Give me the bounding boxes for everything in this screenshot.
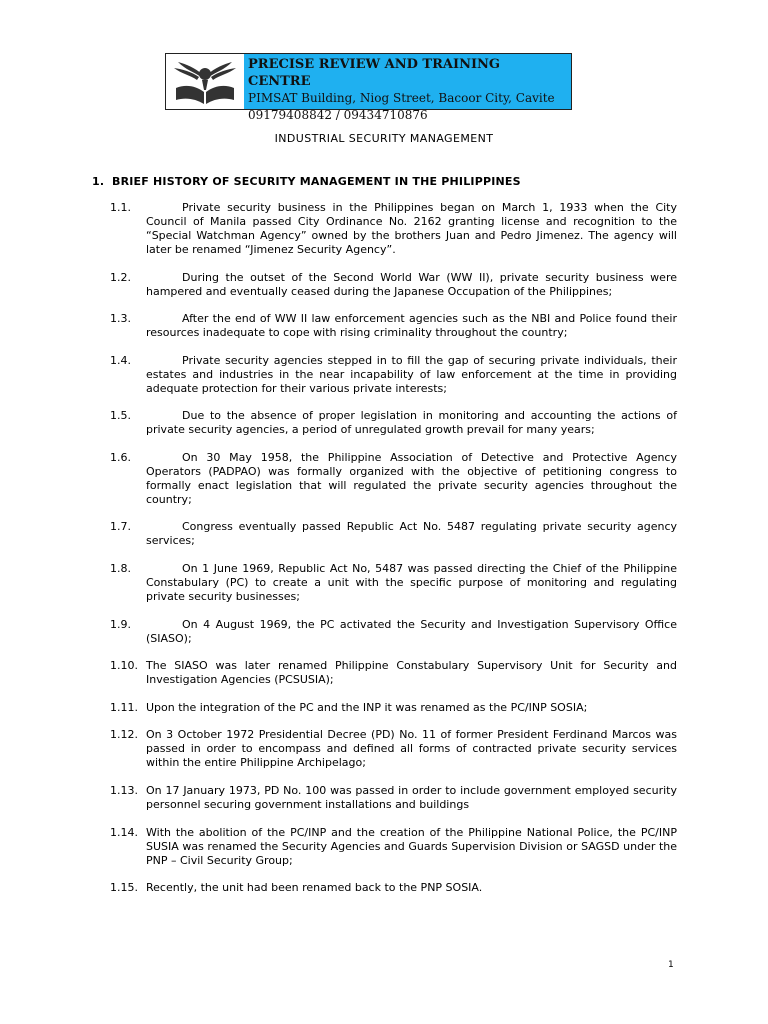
- page-number: 1: [668, 960, 674, 970]
- item-number: 1.10.: [110, 659, 138, 672]
- item-number: 1.13.: [110, 784, 138, 797]
- item-text: Private security business in the Philippines began on March 1, 1933 when the City Council of Manila passed City Ordinance No. 2162 granting license and recognition to the “Special Watchman Agency” owned by the brothers Juan and Pedro Jimenez. The agency will later be renamed “Jimenez Security Agency”.: [146, 201, 677, 256]
- item-text: Upon the integration of the PC and the INP it was renamed as the PC/INP SOSIA;: [146, 701, 588, 714]
- item-text: On 1 June 1969, Republic Act No, 5487 was passed directing the Chief of the Philippine Constabulary (PC) to create a unit with the specific purpose of monitoring and regulating private security businesses;: [146, 562, 677, 603]
- item-text: On 3 October 1972 Presidential Decree (PD) No. 11 of former President Ferdinand Marcos was passed in order to encompass and defined all forms of contracted private security services within the entire Philippine Archipelago;: [146, 728, 677, 769]
- list-item: [110, 520, 677, 548]
- letterhead: [165, 53, 572, 122]
- item-number: 1.3.: [110, 312, 131, 325]
- item-text: Due to the absence of proper legislation in monitoring and accounting the actions of private security agencies, a period of unregulated growth prevail for many years;: [146, 409, 677, 436]
- item-number: 1.11.: [110, 701, 138, 714]
- item-text: Congress eventually passed Republic Act No. 5487 regulating private security agency services;: [146, 520, 677, 547]
- item-text: With the abolition of the PC/INP and the creation of the Philippine National Police, the PC/INP SUSIA was renamed the Security Agencies and Guards Supervision Division or SAGSD under the PNP – Civil Security Group;: [146, 826, 677, 867]
- list-item: [110, 201, 677, 257]
- item-text: On 4 August 1969, the PC activated the Security and Investigation Supervisory Office (SIASO);: [146, 618, 677, 645]
- section-number: 1.: [92, 175, 105, 188]
- list-item: [110, 728, 677, 770]
- item-number: 1.15.: [110, 881, 138, 894]
- list-item: [110, 701, 677, 715]
- item-number: 1.5.: [110, 409, 131, 422]
- list-item: [110, 881, 677, 895]
- company-phone: 09179408842 / 09434710876: [248, 108, 428, 122]
- list-item: [110, 354, 677, 396]
- section-heading-text: BRIEF HISTORY OF SECURITY MANAGEMENT IN THE PHILIPPINES: [112, 175, 521, 188]
- document-title: INDUSTRIAL SECURITY MANAGEMENT: [274, 132, 494, 145]
- item-number: 1.2.: [110, 271, 131, 284]
- list-item: [110, 451, 677, 507]
- letterhead-info: [244, 54, 571, 122]
- list-item: [110, 271, 677, 299]
- item-number: 1.6.: [110, 451, 131, 464]
- item-text: Recently, the unit had been renamed back to the PNP SOSIA.: [146, 881, 483, 894]
- item-number: 1.4.: [110, 354, 131, 367]
- item-text: On 30 May 1958, the Philippine Association of Detective and Protective Agency Operators (PADPAO) was formally organized with the objective of petitioning congress to formally enact legislation that will regulated the private security agencies throughout the country;: [146, 451, 677, 506]
- item-number: 1.14.: [110, 826, 138, 839]
- item-number: 1.1.: [110, 201, 131, 214]
- list-item: [110, 409, 677, 437]
- company-address: PIMSAT Building, Niog Street, Bacoor City, Cavite: [248, 91, 555, 105]
- list-item: [110, 784, 677, 812]
- list-item: [110, 826, 677, 868]
- item-number: 1.9.: [110, 618, 131, 631]
- company-name: PRECISE REVIEW AND TRAINING CENTRE: [248, 57, 501, 89]
- list-item: [110, 312, 677, 340]
- section-heading: [92, 175, 521, 188]
- item-text: On 17 January 1973, PD No. 100 was passed in order to include government employed security personnel securing government installations and buildings: [146, 784, 677, 811]
- list-item: [110, 562, 677, 604]
- item-text: The SIASO was later renamed Philippine Constabulary Supervisory Unit for Security and Investigation Agencies (PCSUSIA);: [146, 659, 677, 686]
- list-item: [110, 618, 677, 646]
- list-item: [110, 659, 677, 687]
- item-text: After the end of WW II law enforcement agencies such as the NBI and Police found their resources inadequate to cope with rising criminality throughout the country;: [146, 312, 677, 339]
- item-number: 1.8.: [110, 562, 131, 575]
- item-number: 1.12.: [110, 728, 138, 741]
- eagle-book-logo-icon: [166, 54, 244, 109]
- item-text: During the outset of the Second World War (WW II), private security business were hampered and eventually ceased during the Japanese Occupation of the Philippines;: [146, 271, 677, 298]
- item-text: Private security agencies stepped in to fill the gap of securing private individuals, their estates and industries in the near incapability of law enforcement at the time in providing adequate protection for their various private interests;: [146, 354, 677, 395]
- item-number: 1.7.: [110, 520, 131, 533]
